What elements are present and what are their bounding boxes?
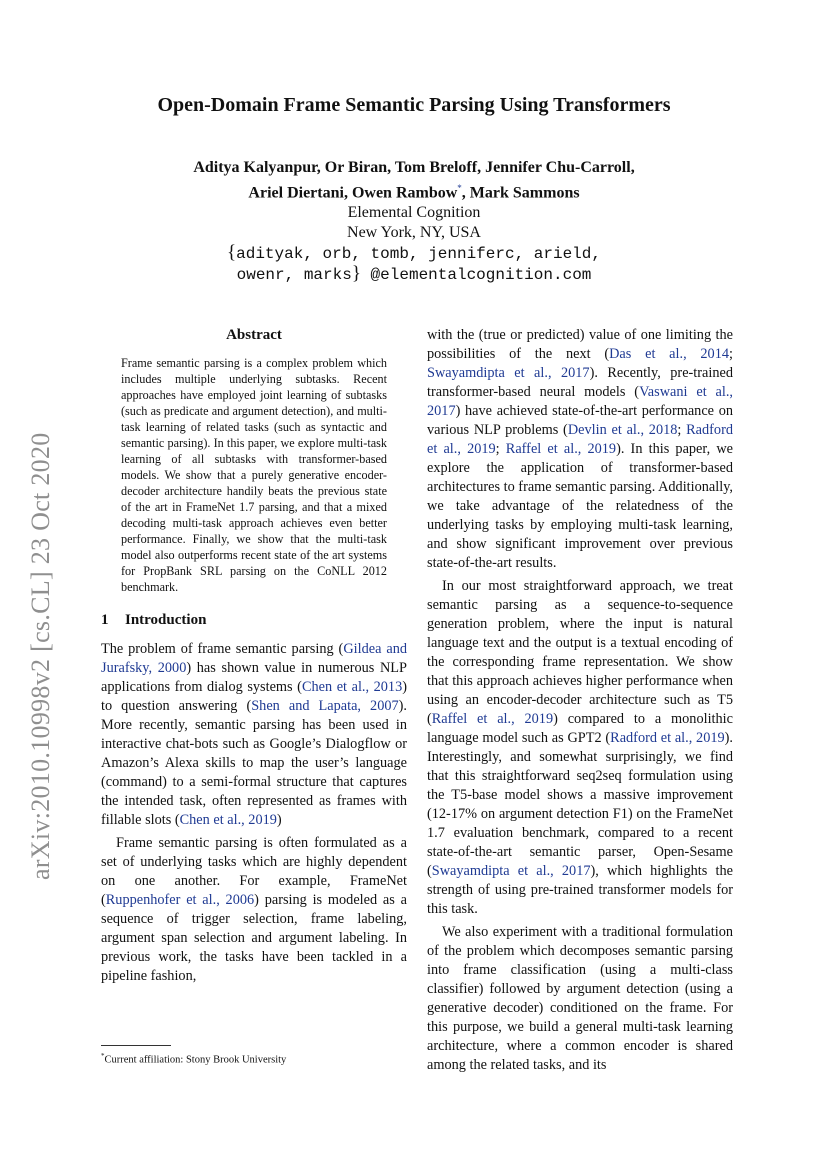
- email-handles-1: adityak, orb, tomb, jenniferc, arield,: [236, 245, 601, 264]
- text-run: ) compared to a monolithic language model such as GPT2 (: [427, 711, 733, 746]
- citation-link[interactable]: Das et al., 2014: [609, 346, 729, 362]
- text-run: ;: [495, 441, 506, 457]
- intro-paragraph-5: We also experiment with a traditional formulation of the problem which decomposes semantic parsing into frame classification (using a multi-class classifier) followed by argument detection (using a generative decoder) conditioned on the frame. For this purpose, we build a general multi-task learning architecture, where a common encoder is shared among the related tasks, and its: [427, 924, 733, 1073]
- text-run: ). More recently, semantic parsing has been used in interactive chat-bots such as Google’s Dialogflow or Amazon’s Alexa skills to map the user’s language (command) to a semi-formal structure that captures the intended task, often represented as frames with fillable slots (: [101, 698, 407, 828]
- text-run: ) parsing is modeled as a sequence of trigger selection, frame labeling, argument span selection and argument labeling. In previous work, the tasks have been tackled in a pipeline fashion,: [101, 892, 407, 984]
- citation-link[interactable]: Radford et al., 2019: [610, 730, 725, 746]
- email-line-2: [0, 264, 828, 285]
- text-run: ). In this paper, we explore the application of transformer-based architectures to frame semantic parsing. Additionally, we take advantage of the relatedness of the underlying tasks by employing multi-task learning, and show significant improvement over previous state-of-the-art results.: [427, 441, 733, 571]
- author-line-1: Aditya Kalyanpur, Or Biran, Tom Breloff, Jennifer Chu-Carroll,: [193, 159, 635, 176]
- text-run: ) to question answering (: [101, 679, 407, 714]
- text-run: The problem of frame semantic parsing (: [101, 641, 344, 657]
- citation-link[interactable]: Swayamdipta et al., 2017: [427, 365, 590, 381]
- left-column: [101, 326, 407, 986]
- text-run: ), which highlights the strength of using pre-trained transformer models for this task.: [427, 863, 733, 917]
- section-number: 1: [101, 612, 109, 628]
- text-run: ;: [729, 346, 733, 362]
- citation-link[interactable]: Ruppenhofer et al., 2006: [105, 892, 255, 908]
- email-domain: @elementalcognition.com: [360, 266, 592, 285]
- right-column: [427, 326, 733, 1075]
- section-heading-introduction: [101, 611, 407, 630]
- affiliation: Elemental Cognition: [347, 204, 481, 222]
- section-title: Introduction: [125, 612, 207, 628]
- location: New York, NY, USA: [347, 224, 481, 242]
- paper-title: Open-Domain Frame Semantic Parsing Using Transformers: [157, 94, 671, 116]
- email-brace-close: }: [351, 263, 361, 285]
- footnote-mark[interactable]: *: [457, 183, 462, 193]
- citation-link[interactable]: Shen and Lapata, 2007: [251, 698, 399, 714]
- abstract-body: Frame semantic parsing is a complex problem which includes multiple underlying subtasks. Recent approaches have employed joint learning of subtasks (such as predicate and argument detection), and multi-task learning of related tasks (such as syntactic and semantic parsing). In this paper, we explore multi-task learning of all subtasks with transformer-based models. We show that a purely generative encoder-decoder architecture handily beats the previous state of the art in FrameNet 1.7 parsing, and that a mixed decoding multi-task approach achieves even better performance. Finally, we show that the multi-task model also outperforms recent state of the art systems for PropBank SRL parsing on the CoNLL 2012 benchmark.: [121, 356, 387, 594]
- author-names-b: , Mark Sammons: [461, 184, 580, 202]
- footnote-text: Current affiliation: Stony Brook University: [104, 1054, 287, 1066]
- author-block: [0, 158, 828, 285]
- text-run: ): [276, 812, 282, 828]
- author-line-2: [0, 178, 828, 203]
- text-run: with the (true or predicted) value of one limiting the possibilities of the next (: [427, 327, 733, 362]
- citation-link[interactable]: Radford et al., 2019: [427, 422, 733, 457]
- footnote-marker: *: [101, 1052, 105, 1060]
- intro-paragraph-2: [101, 834, 407, 986]
- citation-link[interactable]: Vaswani et al., 2017: [427, 384, 733, 419]
- intro-paragraph-3: [427, 326, 733, 573]
- text-run: In our most straightforward approach, we treat semantic parsing as a sequence-to-sequence generation problem, where the input is natural language text and the output is a textual encoding of the corresponding frame representation. We show that this approach achieves higher performance when using an encoder-decoder architecture such as T5 (: [427, 578, 733, 727]
- email-brace-open: {: [227, 242, 237, 264]
- citation-link[interactable]: Chen et al., 2013: [301, 679, 403, 695]
- citation-link[interactable]: Raffel et al., 2019: [505, 441, 617, 457]
- abstract-heading: Abstract: [226, 327, 282, 343]
- intro-paragraph-1: [101, 640, 407, 830]
- text-run: ;: [677, 422, 687, 438]
- text-run: ) have achieved state-of-the-art performance on various NLP problems (: [427, 403, 733, 438]
- citation-link[interactable]: Gildea and Jurafsky, 2000: [101, 641, 407, 676]
- email-handles-2: owenr, marks: [236, 266, 352, 285]
- citation-link[interactable]: Swayamdipta et al., 2017: [431, 863, 591, 879]
- citation-link[interactable]: Chen et al., 2019: [179, 812, 277, 828]
- citation-link[interactable]: Raffel et al., 2019: [431, 711, 554, 727]
- author-names-a: Ariel Diertani, Owen Rambow: [248, 184, 458, 202]
- footnote-rule: [101, 1045, 171, 1046]
- email-line-1: [0, 243, 828, 264]
- text-run: ). Interestingly, and somewhat surprisingly, we find that this straightforward seq2seq formulation using the T5-base model shows a massive improvement (12-17% on argument detection F1) on the FrameNet 1.7 evaluation benchmark, compared to a recent state-of-the-art semantic parser, Open-Sesame (: [427, 730, 733, 879]
- citation-link[interactable]: Devlin et al., 2018: [567, 422, 678, 438]
- arxiv-stamp: arXiv:2010.10998v2 [cs.CL] 23 Oct 2020: [26, 432, 55, 880]
- text-run: ) has shown value in numerous NLP applications from dialog systems (: [101, 660, 407, 695]
- footnote: [101, 1049, 407, 1068]
- text-run: ). Recently, pre-trained transformer-based neural models (: [427, 365, 733, 400]
- intro-paragraph-4: [427, 577, 733, 919]
- text-run: Frame semantic parsing is often formulated as a set of underlying tasks which are highly dependent on one another. For example, FrameNet (: [101, 835, 407, 908]
